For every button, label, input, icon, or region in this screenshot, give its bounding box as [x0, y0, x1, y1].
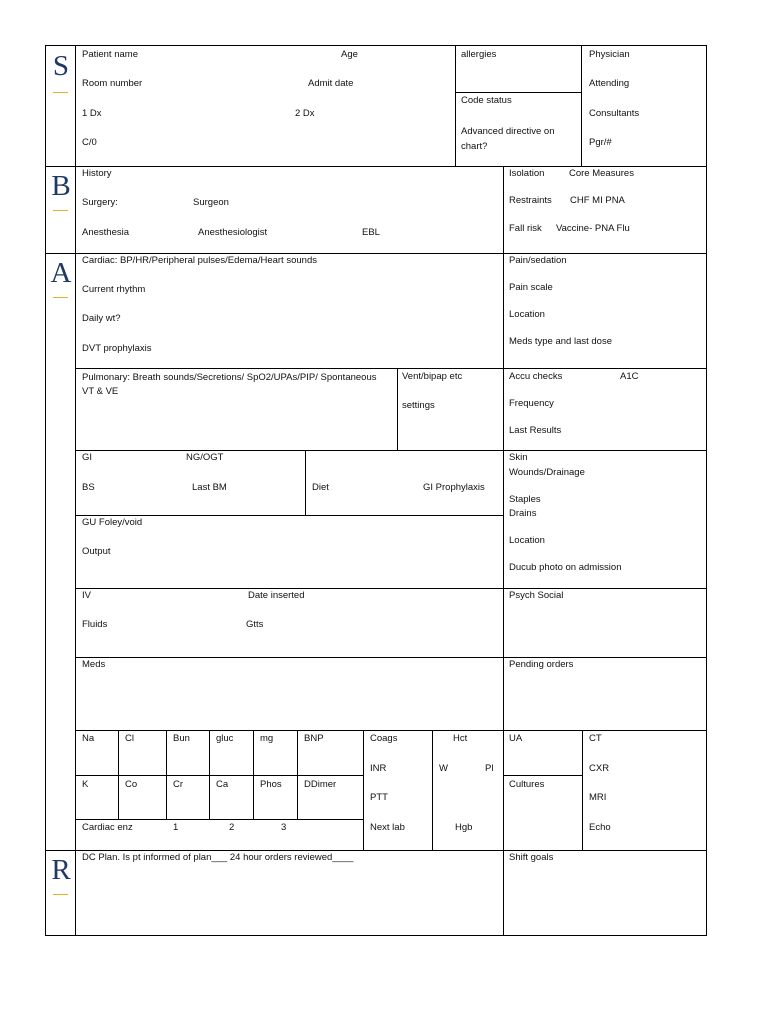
skin-label: Skin	[509, 452, 528, 463]
fall-risk-label: Fall risk	[509, 223, 542, 234]
history-label: History	[82, 168, 112, 179]
s-letter: S	[52, 50, 70, 82]
b-history-cell[interactable]	[75, 166, 504, 254]
pain-sedation-label: Pain/sedation	[509, 255, 567, 266]
surgery-label: Surgery:	[82, 197, 118, 208]
meds-type-label: Meds type and last dose	[509, 336, 612, 347]
psych-social-label: Psych Social	[509, 590, 564, 601]
age-label: Age	[341, 49, 358, 60]
anesthesia-label: Anesthesia	[82, 227, 130, 238]
diet-label: Diet	[312, 482, 329, 493]
daily-wt-label: Daily wt?	[82, 313, 121, 324]
isolation-label: Isolation	[509, 168, 545, 179]
ebl-label: EBL	[362, 227, 380, 238]
settings-label: settings	[402, 400, 435, 411]
ua-label: UA	[509, 733, 523, 744]
meds-label: Meds	[82, 659, 106, 670]
gi-prophylaxis-label: GI Prophylaxis	[423, 482, 485, 493]
a1c-label: A1C	[620, 371, 639, 382]
b-underline	[53, 210, 68, 211]
gu-label: GU Foley/void	[82, 517, 143, 528]
advanced-directive-label: Advanced directive on chart?	[461, 126, 555, 152]
ducub-photo-label: Ducub photo on admission	[509, 562, 622, 573]
echo-label: Echo	[589, 822, 611, 833]
vaccine-label: Vaccine- PNA Flu	[556, 223, 630, 234]
consultants-label: Consultants	[589, 108, 640, 119]
dx2-label: 2 Dx	[295, 108, 315, 119]
allergies-label: allergies	[461, 49, 497, 60]
shift-goals-label: Shift goals	[509, 852, 554, 863]
cultures-label: Cultures	[509, 779, 545, 790]
mri-label: MRI	[589, 792, 607, 803]
a-letter-cell	[45, 253, 76, 851]
pulmonary-label: Pulmonary: Breath sounds/Secretions/ SpO2/UPAs/PIP/ Spontaneous VT & VE	[82, 372, 377, 397]
fluids-label: Fluids	[82, 619, 108, 630]
bs-label: BS	[82, 482, 95, 493]
hgb-label: Hgb	[455, 822, 473, 833]
patient-name-label: Patient name	[82, 49, 138, 60]
dc-plan-label: DC Plan. Is pt informed of plan___ 24 hour orders reviewed____	[82, 852, 354, 863]
chf-mi-pna-label: CHF MI PNA	[570, 195, 625, 206]
staples-label: Staples	[509, 494, 541, 505]
mg-label: mg	[260, 733, 274, 744]
w-label: W	[439, 763, 448, 774]
cardiac-label: Cardiac: BP/HR/Peripheral pulses/Edema/Heart sounds	[82, 255, 317, 266]
gluc-label: gluc	[216, 733, 234, 744]
a-underline	[53, 297, 68, 298]
drains-label: Drains	[509, 508, 537, 519]
attending-label: Attending	[589, 78, 630, 89]
enz-2-label: 2	[229, 822, 235, 833]
b-letter: B	[51, 170, 71, 202]
code-status-label: Code status	[461, 95, 512, 106]
dx1-label: 1 Dx	[82, 108, 102, 119]
ng-ogt-label: NG/OGT	[186, 452, 224, 463]
r-letter: R	[51, 854, 71, 886]
gi-label: GI	[82, 452, 93, 463]
location-label: Location	[509, 309, 545, 320]
last-bm-label: Last BM	[192, 482, 227, 493]
vent-label: Vent/bipap etc	[402, 371, 463, 382]
coags-label: Coags	[370, 733, 398, 744]
k-label: K	[82, 779, 89, 790]
cardiac-enz-label: Cardiac enz	[82, 822, 133, 833]
enz-3-label: 3	[281, 822, 287, 833]
pgr-label: Pgr/#	[589, 137, 612, 148]
restraints-label: Restraints	[509, 195, 552, 206]
anesthesiologist-label: Anesthesiologist	[198, 227, 268, 238]
a-letter: A	[50, 257, 72, 289]
physician-label: Physician	[589, 49, 630, 60]
pending-orders-label: Pending orders	[509, 659, 574, 670]
cl-label: Cl	[125, 733, 134, 744]
wounds-drainage-label: Wounds/Drainage	[509, 467, 585, 478]
bun-label: Bun	[173, 733, 190, 744]
meds-cell[interactable]	[75, 657, 504, 731]
frequency-label: Frequency	[509, 398, 554, 409]
last-results-label: Last Results	[509, 425, 562, 436]
surgeon-label: Surgeon	[193, 197, 229, 208]
na-label: Na	[82, 733, 95, 744]
room-number-label: Room number	[82, 78, 143, 89]
ca-label: Ca	[216, 779, 229, 790]
cxr-label: CXR	[589, 763, 610, 774]
ddimer-label: DDimer	[304, 779, 337, 790]
core-measures-label: Core Measures	[569, 168, 634, 179]
inr-label: INR	[370, 763, 387, 774]
enz-1-label: 1	[173, 822, 179, 833]
ptt-label: PTT	[370, 792, 388, 803]
co-lab-label: Co	[125, 779, 138, 790]
skin-location-label: Location	[509, 535, 545, 546]
iv-label: IV	[82, 590, 91, 601]
pl-label: Pl	[485, 763, 494, 774]
bnp-label: BNP	[304, 733, 324, 744]
admit-date-label: Admit date	[308, 78, 354, 89]
current-rhythm-label: Current rhythm	[82, 284, 146, 295]
date-inserted-label: Date inserted	[248, 590, 305, 601]
ct-label: CT	[589, 733, 602, 744]
phos-label: Phos	[260, 779, 282, 790]
next-lab-label: Next lab	[370, 822, 405, 833]
hct-label: Hct	[453, 733, 468, 744]
r-underline	[53, 894, 68, 895]
co-label: C/0	[82, 137, 97, 148]
gtts-label: Gtts	[246, 619, 264, 630]
cr-label: Cr	[173, 779, 184, 790]
pain-scale-label: Pain scale	[509, 282, 553, 293]
output-label: Output	[82, 546, 111, 557]
accu-checks-label: Accu checks	[509, 371, 563, 382]
s-underline	[53, 92, 68, 93]
s-patient-cell[interactable]	[75, 45, 456, 167]
dvt-label: DVT prophylaxis	[82, 343, 152, 354]
